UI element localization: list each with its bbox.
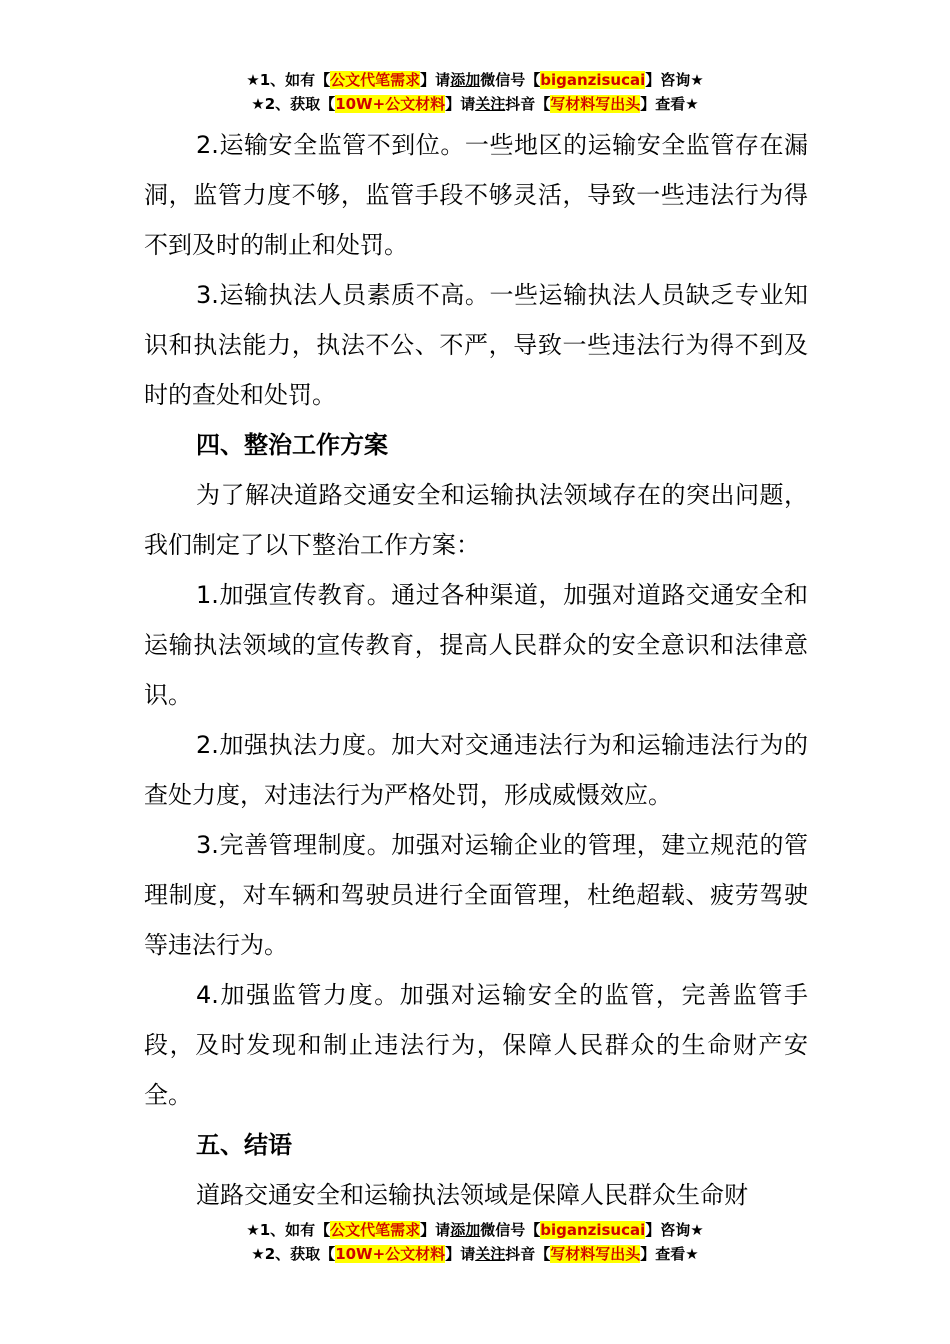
banner-text: 】请 <box>445 95 476 113</box>
banner-text: 抖音【 <box>505 95 551 113</box>
paragraph: 1.加强宣传教育。通过各种渠道，加强对道路交通安全和运输执法领域的宣传教育，提高人民群众的安全意识和法律意识。 <box>144 581 808 709</box>
banner-underline: 添加 <box>450 1221 481 1239</box>
banner-text: 微信号【 <box>480 71 541 89</box>
banner-text: 】请 <box>420 71 451 89</box>
banner-highlight: 10W+公文材料 <box>335 1245 446 1263</box>
banner-underline: 添加 <box>450 71 481 89</box>
banner-highlight: 10W+公文材料 <box>335 95 446 113</box>
banner-douyin-name: 写材料写出头 <box>550 1245 641 1263</box>
paragraph: 3.运输执法人员素质不高。一些运输执法人员缺乏专业知识和执法能力，执法不公、不严，导致一些违法行为得不到及时的查处和处罚。 <box>144 281 808 409</box>
footer-banner <box>0 1218 950 1266</box>
section-heading: 五、结语 <box>196 1131 292 1159</box>
banner-text: 】咨询★ <box>645 71 704 89</box>
banner-line-2 <box>0 1242 950 1266</box>
header-banner <box>0 68 950 116</box>
paragraph: 2.运输安全监管不到位。一些地区的运输安全监管存在漏洞，监管力度不够，监管手段不够灵活，导致一些违法行为得不到及时的制止和处罚。 <box>144 131 808 259</box>
paragraph: 4.加强监管力度。加强对运输安全的监管，完善监管手段，及时发现和制止违法行为，保障人民群众的生命财产安全。 <box>144 981 808 1109</box>
banner-wechat-id: biganzisucai <box>540 1221 646 1239</box>
banner-wechat-id: biganzisucai <box>540 71 646 89</box>
banner-text: 】查看★ <box>640 95 699 113</box>
banner-text: 】咨询★ <box>645 1221 704 1239</box>
banner-text: ★2、获取【 <box>251 95 336 113</box>
banner-text: 】请 <box>445 1245 476 1263</box>
banner-line-2 <box>0 92 950 116</box>
banner-text: 抖音【 <box>505 1245 551 1263</box>
banner-highlight: 公文代笔需求 <box>330 1221 421 1239</box>
banner-text: ★1、如有【 <box>246 1221 331 1239</box>
banner-line-1 <box>0 68 950 92</box>
paragraph: 道路交通安全和运输执法领域是保障人民群众生命财 <box>196 1181 748 1209</box>
banner-highlight: 公文代笔需求 <box>330 71 421 89</box>
paragraph: 3.完善管理制度。加强对运输企业的管理，建立规范的管理制度，对车辆和驾驶员进行全面管理，杜绝超载、疲劳驾驶等违法行为。 <box>144 831 808 959</box>
section-heading: 四、整治工作方案 <box>196 431 388 459</box>
document-body <box>144 120 808 1220</box>
banner-line-1 <box>0 1218 950 1242</box>
banner-underline: 关注 <box>475 1245 506 1263</box>
banner-text: 】请 <box>420 1221 451 1239</box>
banner-underline: 关注 <box>475 95 506 113</box>
banner-text: ★1、如有【 <box>246 71 331 89</box>
paragraph: 为了解决道路交通安全和运输执法领域存在的突出问题，我们制定了以下整治工作方案： <box>144 481 808 559</box>
banner-douyin-name: 写材料写出头 <box>550 95 641 113</box>
paragraph: 2.加强执法力度。加大对交通违法行为和运输违法行为的查处力度，对违法行为严格处罚，形成威慑效应。 <box>144 731 808 809</box>
banner-text: ★2、获取【 <box>251 1245 336 1263</box>
banner-text: 】查看★ <box>640 1245 699 1263</box>
banner-text: 微信号【 <box>480 1221 541 1239</box>
